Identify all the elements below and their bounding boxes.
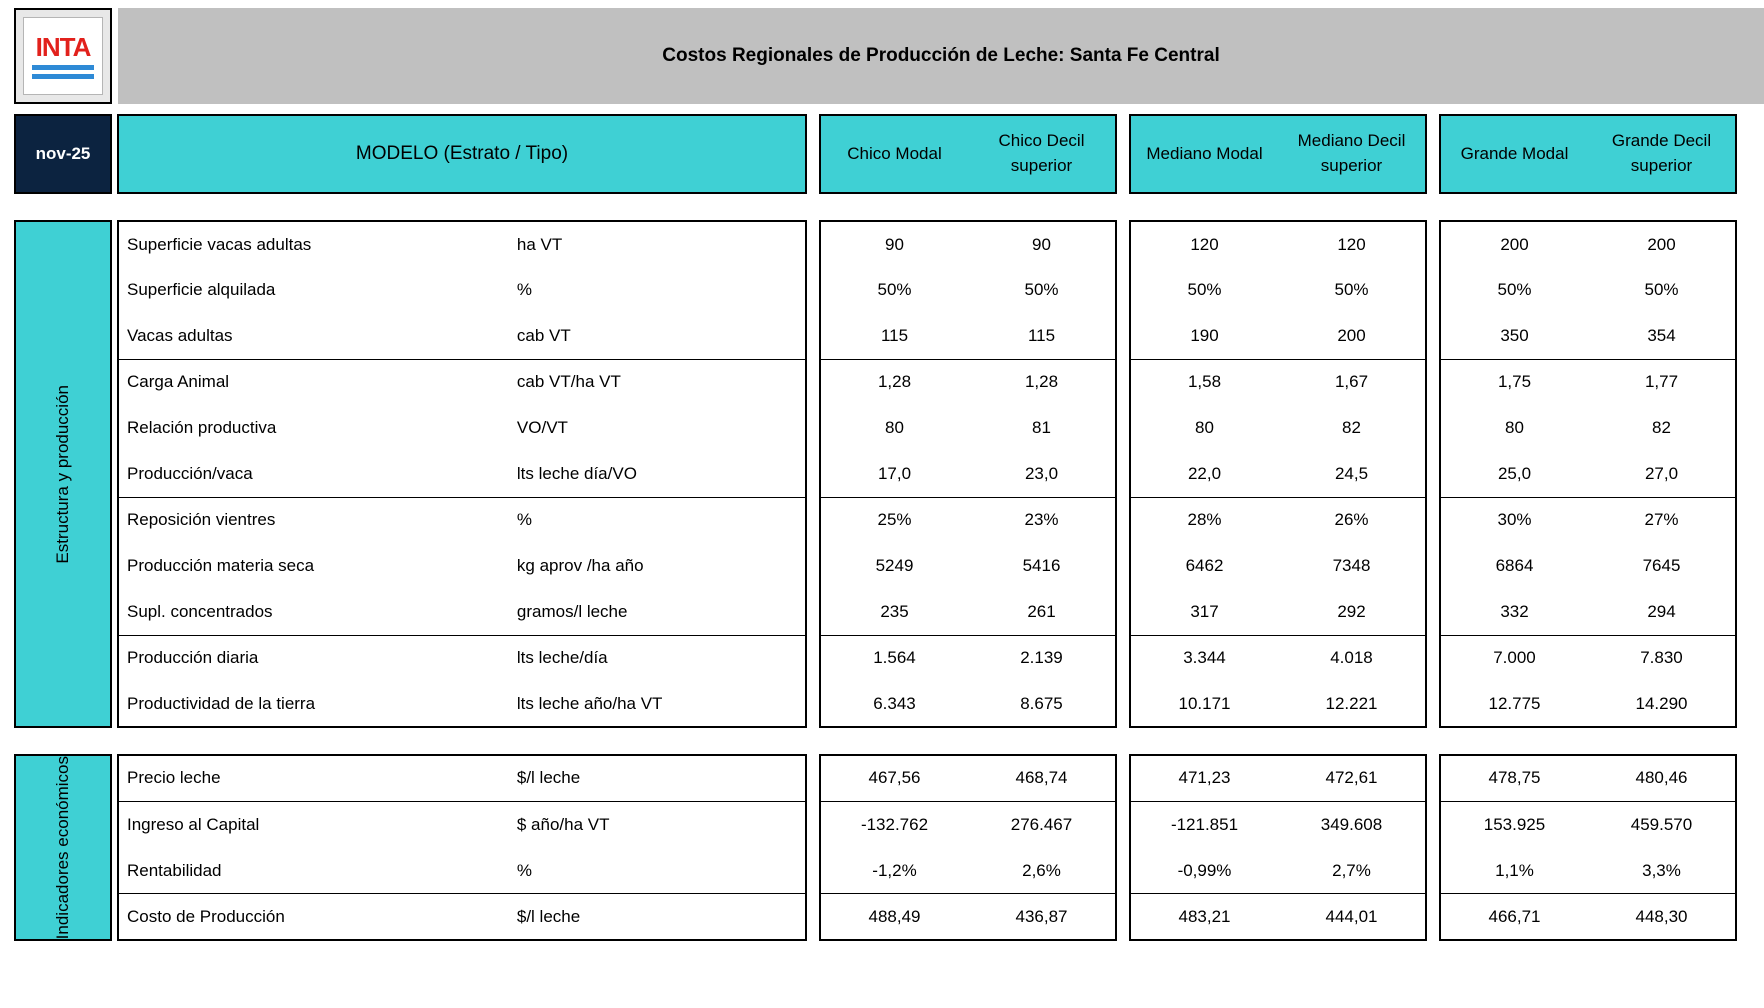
cell-value: 50% [1644,280,1679,299]
table-row [820,405,1116,451]
table-row [1440,681,1736,727]
row-unit: lts leche año/ha VT [516,693,663,713]
cell-value: 6864 [1495,556,1534,575]
cell-value: 1,67 [1278,359,1426,405]
cell-value: 12.221 [1325,693,1378,713]
table-row [118,221,806,267]
table-row [1440,267,1736,313]
page-title: Costos Regionales de Producción de Leche: Santa Fe Central [662,45,1220,66]
cell-value: 478,75 [1488,768,1541,788]
cell-value: 488,49 [820,894,968,940]
cell-value: 14.290 [1635,693,1688,713]
cell-value: 17,0 [877,463,912,483]
column-header-row [0,114,1764,194]
table-row [1130,543,1426,589]
table-row [1130,267,1426,313]
row-label: Precio leche [127,768,221,788]
logo-inner [23,17,103,95]
cell-value: 332 [1500,601,1529,621]
table-row [1440,755,1736,801]
table-row [820,267,1116,313]
cell-value: 4.018 [1278,635,1426,681]
table-row [1130,635,1426,681]
cell-value: 50% [1334,280,1369,299]
table-row [1130,801,1426,847]
cell-value: 50% [1187,280,1222,299]
cell-value: 30% [1440,497,1588,543]
table-row [1440,635,1736,681]
cell-value: 1,58 [1130,359,1278,405]
table-row [820,681,1116,727]
cell-value: 50% [1024,280,1059,299]
values-table-estructura-mediano [1129,220,1427,728]
cell-value: 350 [1500,325,1529,345]
cell-value: 23% [968,497,1116,543]
table-row [1440,405,1736,451]
cell-value: 90 [885,234,904,254]
cell-value: 27% [1588,497,1736,543]
table-row [820,359,1116,405]
row-unit: $ año/ha VT [517,801,806,847]
section-estructura [0,220,1764,728]
labels-table-estructura [117,220,807,728]
logo-stripes-icon [32,65,94,79]
table-row [1440,543,1736,589]
cell-value: 115 [1027,325,1056,345]
table-row [118,848,806,894]
values-table-indicadores-mediano [1129,754,1427,941]
cell-value: 12.775 [1488,693,1541,713]
table-row [118,681,806,727]
table-row [1130,681,1426,727]
cell-value: -121.851 [1130,801,1278,847]
cell-value: 467,56 [868,768,921,788]
row-unit: cab VT [516,325,571,345]
table-row [820,589,1116,635]
cell-value: 24,5 [1334,463,1369,483]
cell-value: 6.343 [873,693,916,713]
row-label: Carga Animal [118,359,517,405]
labels-table-indicadores [117,754,807,941]
row-label: Supl. concentrados [127,601,273,621]
table-row [1130,497,1426,543]
report-header [0,0,1764,108]
cell-value: 472,61 [1325,768,1378,788]
row-label: Relación productiva [127,418,277,437]
column-header-grande-decil: Grande Decil superior [1611,131,1712,175]
cell-value: 200 [1500,234,1529,254]
table-row [820,543,1116,589]
row-unit: VO/VT [516,418,568,437]
cell-value: 23,0 [1024,463,1059,483]
cell-value: 50% [1497,280,1532,299]
row-unit: gramos/l leche [516,601,628,621]
row-unit: % [516,860,532,880]
cell-value: 2,7% [1332,860,1371,880]
table-row [1440,313,1736,359]
group-header-mediano [1129,114,1427,194]
cell-value: 480,46 [1635,768,1688,788]
cell-value: 1,1% [1495,860,1534,880]
table-row [118,497,806,543]
cell-value: 200 [1337,325,1366,345]
cell-value: 81 [1032,418,1051,437]
cell-value: 276.467 [968,801,1116,847]
model-header: MODELO (Estrato / Tipo) [117,114,807,194]
row-unit: ha VT [516,234,563,254]
cell-value: 317 [1190,601,1219,621]
cell-value: 292 [1337,601,1366,621]
cell-value: -1,2% [872,860,917,880]
table-row [1440,221,1736,267]
values-table-estructura-grande [1439,220,1737,728]
table-row [118,755,806,801]
cell-value: 354 [1647,325,1676,345]
cell-value: 7.000 [1440,635,1588,681]
row-label: Superficie vacas adultas [127,234,312,254]
table-row [820,755,1116,801]
cell-value: 1,75 [1440,359,1588,405]
table-row [118,543,806,589]
column-header-mediano-modal: Mediano Modal [1146,143,1263,163]
section-label-indicadores-text: Indicadores económicos [53,756,73,940]
cell-value: 235 [880,601,909,621]
section-indicadores [0,754,1764,941]
cell-value: 471,23 [1178,768,1231,788]
cell-value: 294 [1647,601,1676,621]
table-row [1130,894,1426,940]
table-row [118,451,806,497]
cell-value: 483,21 [1130,894,1278,940]
table-row [820,635,1116,681]
cell-value: 25,0 [1497,463,1532,483]
cell-value: 2,6% [1022,860,1061,880]
cell-value: 80 [885,418,904,437]
row-label: Rentabilidad [127,860,222,880]
cell-value: 120 [1337,234,1366,254]
row-label: Producción/vaca [127,463,253,483]
values-table-estructura-chico [819,220,1117,728]
group-header-chico [819,114,1117,194]
cell-value: 7645 [1642,556,1681,575]
cell-value: 80 [1505,418,1524,437]
table-row [118,635,806,681]
table-row [820,497,1116,543]
column-header-chico-modal: Chico Modal [847,143,942,163]
cell-value: 1.564 [820,635,968,681]
cell-value: 5249 [875,556,914,575]
cell-value: 27,0 [1644,463,1679,483]
row-label: Ingreso al Capital [118,801,517,847]
section-label-indicadores [14,754,112,941]
cell-value: 1,77 [1588,359,1736,405]
cell-value: 459.570 [1588,801,1736,847]
cell-value: 50% [877,280,912,299]
table-row [1440,801,1736,847]
cell-value: 448,30 [1588,894,1736,940]
column-header-chico-decil: Chico Decil superior [998,131,1085,175]
cell-value: 115 [880,325,909,345]
row-label: Superficie alquilada [127,280,276,299]
table-row [118,359,806,405]
cell-value: 468,74 [1015,768,1068,788]
cell-value: 82 [1342,418,1361,437]
cell-value: 436,87 [968,894,1116,940]
table-row [1440,359,1736,405]
row-unit: kg aprov /ha año [516,556,644,575]
table-row [118,405,806,451]
row-unit: lts leche/día [517,635,806,681]
cell-value: 349.608 [1278,801,1426,847]
table-row [1130,848,1426,894]
cell-value: 153.925 [1440,801,1588,847]
table-row [1440,451,1736,497]
row-unit: % [516,280,533,299]
cell-value: 6462 [1185,556,1224,575]
cell-value: 3,3% [1642,860,1681,880]
row-label: Costo de Producción [118,894,517,940]
row-label: Producción diaria [118,635,517,681]
cell-value: -0,99% [1177,860,1232,880]
table-row [1130,359,1426,405]
table-row [1440,589,1736,635]
table-row [1440,497,1736,543]
group-header-grande [1439,114,1737,194]
cell-value: 190 [1190,325,1219,345]
table-row [118,894,806,940]
cell-value: 7.830 [1588,635,1736,681]
cell-value: 2.139 [968,635,1116,681]
table-row [118,801,806,847]
row-label: Vacas adultas [127,325,233,345]
column-header-mediano-decil: Mediano Decil superior [1297,131,1406,175]
row-unit: % [517,497,806,543]
cell-value: 90 [1032,234,1051,254]
cell-value: 466,71 [1440,894,1588,940]
table-row [1130,589,1426,635]
cell-value: 22,0 [1187,463,1222,483]
row-label: Producción materia seca [127,556,315,575]
table-row [118,267,806,313]
row-unit: cab VT/ha VT [517,359,806,405]
cell-value: 8.675 [1020,693,1063,713]
cell-value: 200 [1647,234,1676,254]
section-label-estructura-text: Estructura y producción [53,384,73,564]
cell-value: 7348 [1332,556,1371,575]
cell-value: 82 [1652,418,1671,437]
cell-value: 444,01 [1278,894,1426,940]
cell-value: 25% [820,497,968,543]
table-row [1130,451,1426,497]
table-row [820,801,1116,847]
row-unit: $/l leche [516,768,581,788]
cell-value: -132.762 [820,801,968,847]
table-row [1130,313,1426,359]
table-row [1130,405,1426,451]
cell-value: 5416 [1022,556,1061,575]
row-label: Productividad de la tierra [127,693,316,713]
table-row [118,589,806,635]
inta-logo [14,8,112,104]
row-label: Reposición vientres [118,497,517,543]
cell-value: 80 [1195,418,1214,437]
table-row [1440,848,1736,894]
table-row [1440,894,1736,940]
table-row [820,894,1116,940]
table-row [1130,221,1426,267]
table-row [820,221,1116,267]
cell-value: 1,28 [820,359,968,405]
table-row [820,451,1116,497]
table-row [118,313,806,359]
values-table-indicadores-chico [819,754,1117,941]
logo-wordmark: INTA [35,31,91,62]
date-badge: nov-25 [14,114,112,194]
cell-value: 120 [1190,234,1219,254]
row-unit: $/l leche [517,894,806,940]
title-bar [118,8,1764,104]
cell-value: 1,28 [968,359,1116,405]
column-header-grande-modal: Grande Modal [1460,143,1569,163]
row-unit: lts leche día/VO [516,463,637,483]
cell-value: 10.171 [1178,693,1231,713]
values-table-indicadores-grande [1439,754,1737,941]
cell-value: 26% [1278,497,1426,543]
table-row [820,848,1116,894]
table-row [1130,755,1426,801]
table-row [820,313,1116,359]
cell-value: 261 [1027,601,1056,621]
cell-value: 3.344 [1130,635,1278,681]
section-label-estructura [14,220,112,728]
cell-value: 28% [1130,497,1278,543]
